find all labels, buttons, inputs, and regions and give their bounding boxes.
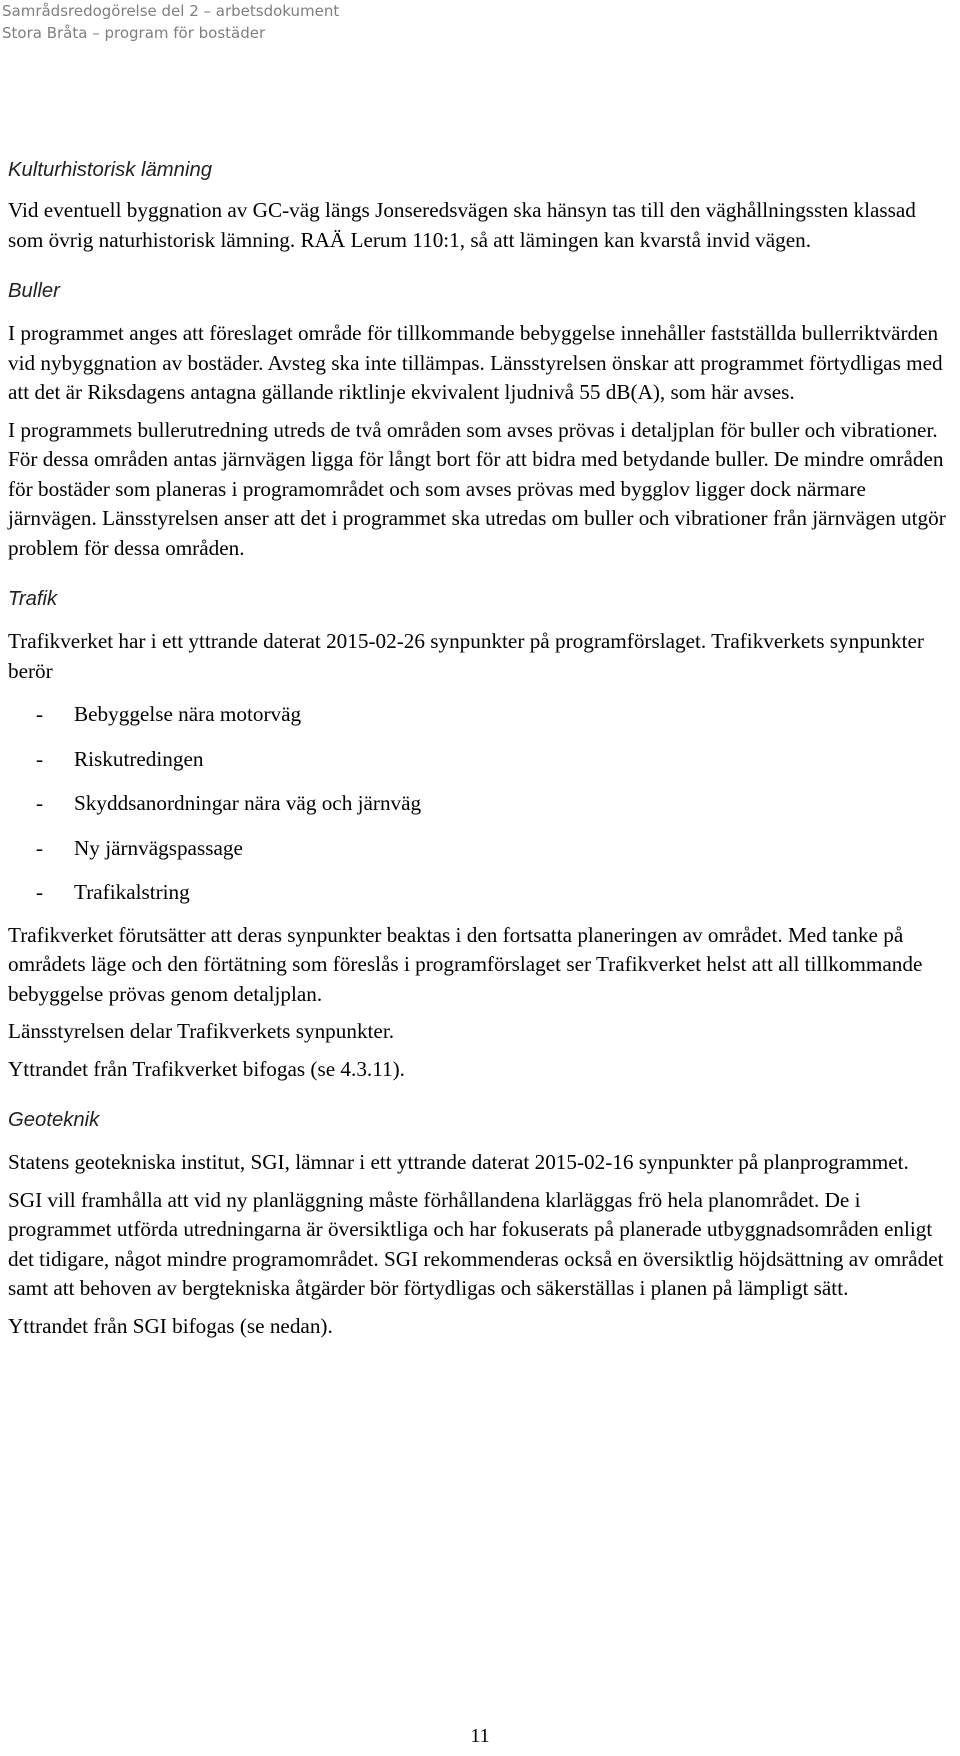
heading-kulturhistorisk-lamning: Kulturhistorisk lämning <box>8 159 213 181</box>
heading-buller: Buller <box>8 280 60 302</box>
heading-geoteknik: Geoteknik <box>8 1109 100 1131</box>
page-number: 11 <box>470 1725 490 1747</box>
paragraph-trafik-2: Trafikverket förutsätter att deras synpunkter beaktas i den fortsatta planeringen av området. Med tanke på områdets läge och den förtätning som föreslås i programförslaget ser Trafikverket helst att all tillkommande bebyggelse prövas genom detaljplan. <box>8 922 923 1006</box>
paragraph-kultur: Vid eventuell byggnation av GC-väg längs Jonseredsvägen ska hänsyn tas till den väghållningssten klassad som övrig naturhistorisk lämning. RAÄ Lerum 110:1, så att lämingen kan kvarstå invid vägen. <box>8 198 916 252</box>
paragraph-buller-1: I programmet anges att föreslaget område för tillkommande bebyggelse innehåller fastställda bullerriktvärden vid nybyggnation av bostäder. Avsteg ska inte tillämpas. Länsstyrelsen önskar att programmet förtydligas med att det är Riksdagens antagna gällande riktlinje ekvivalent ljudnivå 55 dB(A), som här avses. <box>8 321 943 404</box>
paragraph-trafik-1: Trafikverket har i ett yttrande daterat 2015-02-26 synpunkter på programförslaget. Trafikverkets synpunkter berör <box>8 629 924 683</box>
paragraph-buller-2: I programmets bullerutredning utreds de två områden som avses prövas i detaljplan för buller och vibrationer. För dessa områden antas järnvägen ligga för långt bort för att bidra med betydande buller. De mindre områden för bostäder som planeras i programområdet och som avses prövas med bygglov ligger dock närmare järnvägen. Länsstyrelsen anser att det i programmet ska utredas om buller och vibrationer från järnvägen utgör problem för dessa områden. <box>8 417 946 560</box>
heading-trafik: Trafik <box>8 588 58 610</box>
header-title: Samrådsredogörelse del 2 – arbetsdokument <box>2 2 340 20</box>
list-item: - Skyddsanordningar nära väg och järnväg <box>36 791 422 815</box>
list-item: - Ny järnvägspassage <box>36 835 243 860</box>
paragraph-trafik-3: Länsstyrelsen delar Trafikverkets synpunkter. <box>8 1019 395 1043</box>
document-body <box>8 156 953 1341</box>
paragraph-geo-2: SGI vill framhålla att vid ny planläggning måste förhållandena klarläggas frö hela planområdet. De i programmet utförda utredningarna är översiktliga och har fokuserats på planerade utbyggnadsområden enligt det tidigare, något mindre programområdet. SGI rekommenderas också en översiktlig höjdsättning av området samt att behoven av bergtekniska åtgärder bör förtydligas och säkerställas i planen på lämpligt sätt. <box>8 1187 944 1300</box>
paragraph-trafik-4: Yttrandet från Trafikverket bifogas (se 4.3.11). <box>8 1056 405 1081</box>
header-subtitle: Stora Bråta – program för bostäder <box>2 24 266 42</box>
trafik-list <box>8 692 953 915</box>
paragraph-geo-1: Statens geotekniska institut, SGI, lämnar i ett yttrande daterat 2015-02-16 synpunkter på planprogrammet. <box>8 1150 909 1174</box>
list-item: - Trafikalstring <box>36 880 190 904</box>
list-item: - Riskutredingen <box>36 746 204 771</box>
paragraph-geo-3: Yttrandet från SGI bifogas (se nedan). <box>8 1313 333 1338</box>
list-item: - Bebyggelse nära motorväg <box>36 702 302 726</box>
document-header <box>2 0 339 44</box>
